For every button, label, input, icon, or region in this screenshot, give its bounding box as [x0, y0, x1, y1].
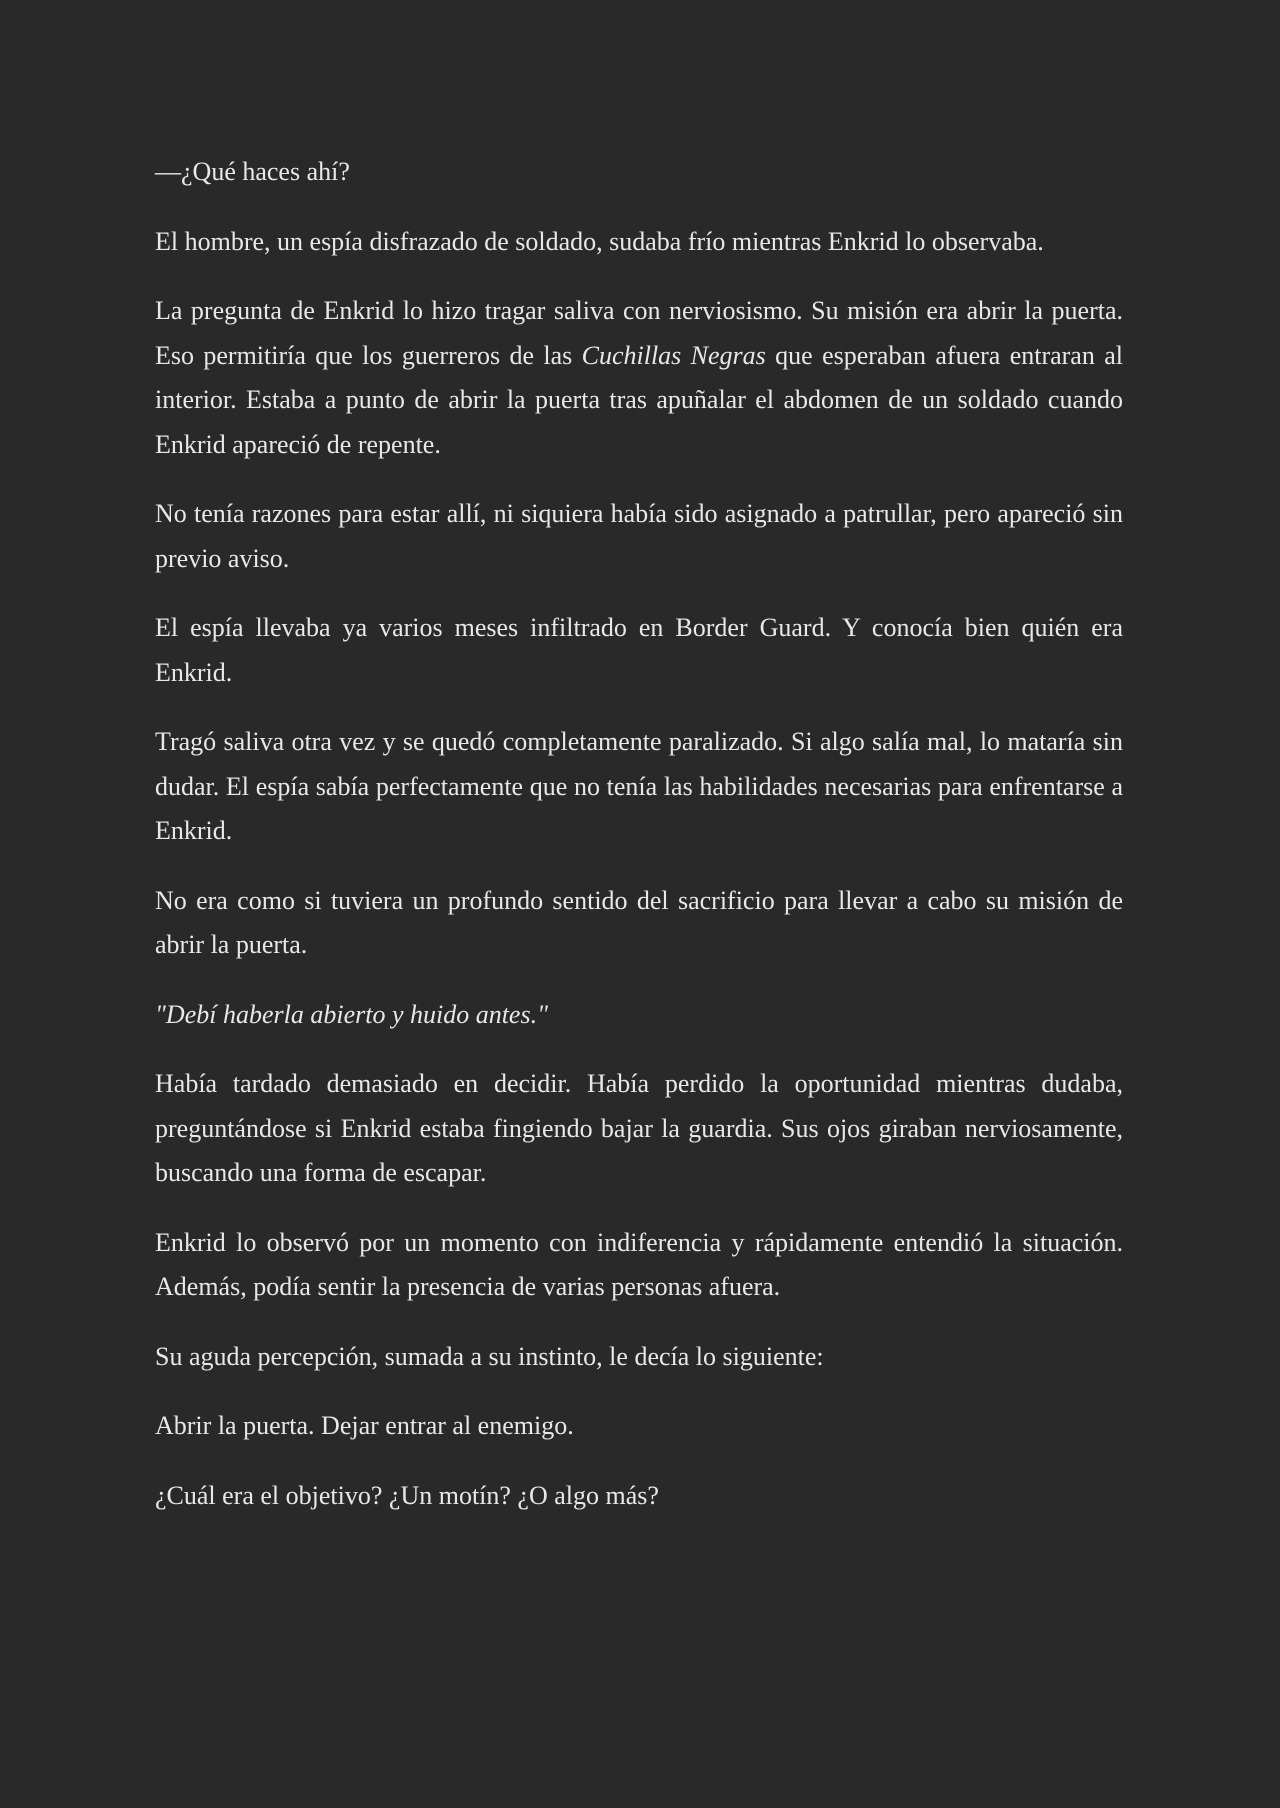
chapter-body — [155, 150, 1123, 1518]
paragraph-dialogue: —¿Qué haces ahí? — [155, 157, 350, 186]
paragraph: No tenía razones para estar allí, ni siquiera había sido asignado a patrullar, pero apareció sin previo aviso. — [155, 499, 1123, 573]
paragraph: Tragó saliva otra vez y se quedó completamente paralizado. Si algo salía mal, lo mataría sin dudar. El espía sabía perfectamente que no tenía las habilidades necesarias para enfrentarse a Enkrid. — [155, 727, 1123, 845]
emphasis-text: Cuchillas Negras — [581, 340, 766, 370]
paragraph: Su aguda percepción, sumada a su instinto, le decía lo siguiente: — [155, 1341, 824, 1371]
paragraph-text: La pregunta de Enkrid lo hizo tragar saliva con nerviosismo. Su misión era abrir la puerta. Eso permitiría que los guerreros de las — [155, 296, 1123, 370]
paragraph: No era como si tuviera un profundo sentido del sacrificio para llevar a cabo su misión de abrir la puerta. — [155, 885, 1123, 959]
paragraph-text: que esperaban afuera entraran al interior. Estaba a punto de abrir la puerta tras apuñalar el abdomen de un soldado cuando Enkrid apareció de repente. — [155, 340, 1123, 459]
paragraph-thought: "Debí haberla abierto y huido antes." — [155, 999, 549, 1029]
paragraph: El hombre, un espía disfrazado de soldado, sudaba frío mientras Enkrid lo observaba. — [155, 226, 1044, 256]
paragraph: ¿Cuál era el objetivo? ¿Un motín? ¿O algo más? — [155, 1480, 659, 1510]
paragraph: Había tardado demasiado en decidir. Había perdido la oportunidad mientras dudaba, preguntándose si Enkrid estaba fingiendo bajar la guardia. Sus ojos giraban nerviosamente, buscando una forma de escapar. — [155, 1069, 1123, 1187]
paragraph: Abrir la puerta. Dejar entrar al enemigo. — [155, 1411, 574, 1440]
paragraph: El espía llevaba ya varios meses infiltrado en Border Guard. Y conocía bien quién era Enkrid. — [155, 613, 1123, 687]
paragraph: Enkrid lo observó por un momento con indiferencia y rápidamente entendió la situación. Además, podía sentir la presencia de varias personas afuera. — [155, 1227, 1123, 1301]
paragraph — [155, 289, 1123, 467]
